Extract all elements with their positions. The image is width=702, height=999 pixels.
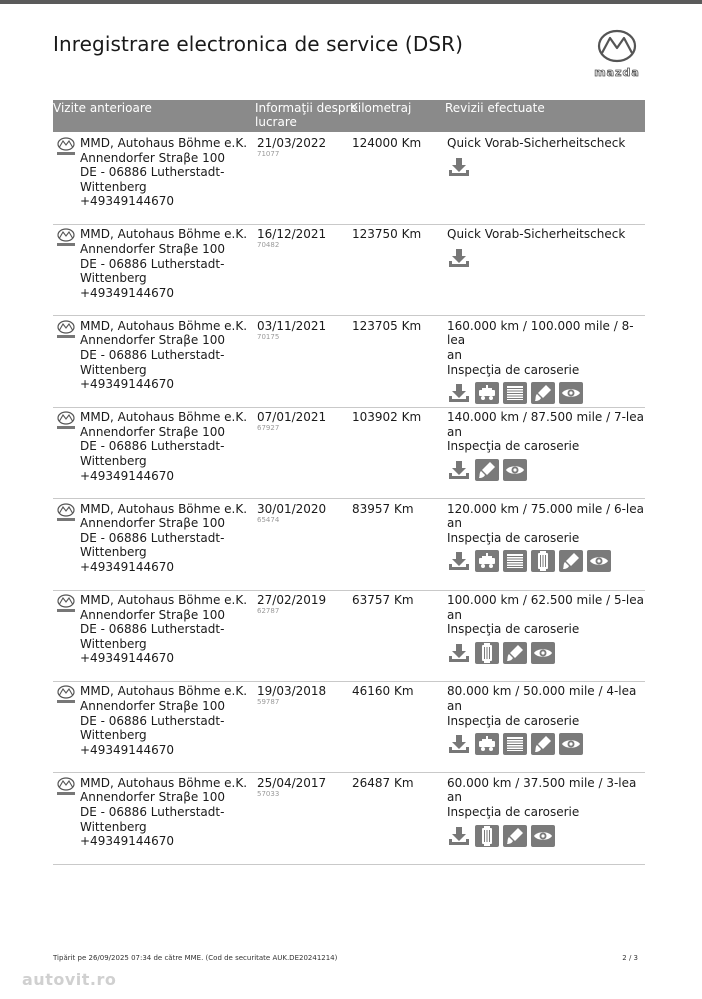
revisions-cell <box>447 776 645 847</box>
air-filter-icon <box>503 733 527 755</box>
dealer-city2: Wittenberg <box>80 636 147 651</box>
dealer-address <box>80 502 247 575</box>
visit-mileage: 124000 Km <box>352 136 422 150</box>
dealer-street: Annendorfer Straβe 100 <box>80 698 226 713</box>
revision-line: an <box>447 347 462 362</box>
revision-line: 60.000 km / 37.500 mile / 3-lea an <box>447 775 637 805</box>
revision-line: Inspecţia de caroserie <box>447 362 580 377</box>
air-filter-icon <box>503 550 527 572</box>
dealer-city2: Wittenberg <box>80 453 147 468</box>
dealer-address <box>80 684 247 757</box>
visit-date: 30/01/2020 <box>257 501 327 516</box>
revisions-cell <box>447 410 645 481</box>
download-icon[interactable] <box>447 156 471 178</box>
revision-line: Inspecţia de caroserie <box>447 804 580 819</box>
table-row <box>53 590 645 682</box>
table-row <box>53 224 645 316</box>
download-icon[interactable] <box>447 733 471 755</box>
page-title: Inregistrare electronica de service (DSR) <box>53 32 464 56</box>
dealer-name: MMD, Autohaus Böhme e.K. <box>80 136 248 150</box>
dealer-mazda-icon <box>55 594 77 614</box>
revision-line: 140.000 km / 87.500 mile / 7-lea <box>447 410 644 425</box>
revision-icons <box>447 642 645 664</box>
dealer-street: Annendorfer Straβe 100 <box>80 607 226 622</box>
brand-wordmark: mazda <box>594 66 640 79</box>
dealer-city1: DE - 06886 Lutherstadt- <box>80 530 225 545</box>
revision-line: 160.000 km / 100.000 mile / 8-lea <box>447 318 634 348</box>
dealer-address <box>80 136 247 209</box>
dealer-address <box>80 410 247 483</box>
revisions-cell <box>447 593 645 664</box>
col-work-info-line2: lucrare <box>255 115 297 129</box>
paint-brush-icon <box>531 382 555 404</box>
dealer-city1: DE - 06886 Lutherstadt- <box>80 256 225 271</box>
visit-mileage: 26487 Km <box>352 775 414 790</box>
visit-mileage: 83957 Km <box>352 501 414 516</box>
dealer-address <box>80 593 247 666</box>
table-row <box>53 316 645 408</box>
revisions-cell <box>447 227 645 269</box>
download-icon[interactable] <box>447 550 471 572</box>
revision-icons <box>447 382 645 404</box>
dealer-city2: Wittenberg <box>80 362 147 377</box>
dealer-phone: +49349144670 <box>80 194 175 209</box>
dealer-name: MMD, Autohaus Böhme e.K. <box>80 501 248 516</box>
revision-line: Quick Vorab-Sicherheitscheck <box>447 227 626 242</box>
dealer-city1: DE - 06886 Lutherstadt- <box>80 439 225 454</box>
dealer-street: Annendorfer Straβe 100 <box>80 424 226 439</box>
revision-icons <box>447 550 645 572</box>
revision-line: an <box>447 516 462 531</box>
work-order-number: 70175 <box>257 332 280 341</box>
dealer-address <box>80 319 247 392</box>
visit-mileage: 63757 Km <box>352 593 414 607</box>
work-order-number: 57033 <box>257 789 280 798</box>
revision-line: 120.000 km / 75.000 mile / 6-lea <box>447 501 644 516</box>
col-previous-visits: Vizite anterioare <box>53 101 152 115</box>
revisions-cell <box>447 684 645 755</box>
table-row <box>53 133 645 225</box>
dealer-mazda-icon <box>55 137 77 157</box>
dealer-street: Annendorfer Straβe 100 <box>80 516 226 531</box>
fuel-filter-icon <box>531 550 555 572</box>
paint-brush-icon <box>503 825 527 847</box>
dealer-street: Annendorfer Straβe 100 <box>80 241 226 256</box>
paint-brush-icon <box>559 550 583 572</box>
dealer-name: MMD, Autohaus Böhme e.K. <box>80 227 248 242</box>
visit-date: 16/12/2021 <box>257 227 327 242</box>
visit-date: 03/11/2021 <box>257 318 327 333</box>
table-row <box>53 681 645 773</box>
revision-line: an <box>447 607 462 622</box>
download-icon[interactable] <box>447 247 471 269</box>
dealer-phone: +49349144670 <box>80 834 175 849</box>
car-lift-icon <box>475 733 499 755</box>
dealer-mazda-icon <box>55 503 77 523</box>
revisions-cell <box>447 319 645 404</box>
dealer-phone: +49349144670 <box>80 559 175 574</box>
print-footer: Tipărit pe 26/09/2025 07:34 de către MME. (Cod de securitate AUK.DE20241214) <box>53 954 338 962</box>
revision-line: Quick Vorab-Sicherheitscheck <box>447 136 626 150</box>
dealer-city2: Wittenberg <box>80 819 147 834</box>
col-work-info-line1: Informaţii despre <box>255 101 358 115</box>
visit-mileage: 123705 Km <box>352 318 422 333</box>
dealer-mazda-icon <box>55 320 77 340</box>
revision-icons <box>447 156 645 178</box>
dealer-city1: DE - 06886 Lutherstadt- <box>80 165 225 180</box>
dealer-name: MMD, Autohaus Böhme e.K. <box>80 318 248 333</box>
dealer-name: MMD, Autohaus Böhme e.K. <box>80 593 248 607</box>
visit-date: 19/03/2018 <box>257 684 327 699</box>
dealer-phone: +49349144670 <box>80 651 175 666</box>
car-lift-icon <box>475 550 499 572</box>
dealer-phone: +49349144670 <box>80 377 175 392</box>
dealer-city1: DE - 06886 Lutherstadt- <box>80 804 225 819</box>
dealer-mazda-icon <box>55 777 77 797</box>
dealer-city2: Wittenberg <box>80 728 147 743</box>
dealer-city2: Wittenberg <box>80 545 147 560</box>
visit-mileage: 123750 Km <box>352 227 422 242</box>
fuel-filter-icon <box>475 642 499 664</box>
col-work-info <box>255 101 358 129</box>
dealer-street: Annendorfer Straβe 100 <box>80 333 226 348</box>
revision-icons <box>447 733 645 755</box>
fuel-filter-icon <box>475 825 499 847</box>
download-icon[interactable] <box>447 459 471 481</box>
revision-line: Inspecţia de caroserie <box>447 439 580 454</box>
eye-icon <box>559 382 583 404</box>
paint-brush-icon <box>503 642 527 664</box>
dealer-phone: +49349144670 <box>80 742 175 757</box>
table-header <box>53 100 645 132</box>
dealer-street: Annendorfer Straβe 100 <box>80 790 226 805</box>
revision-line: an <box>447 424 462 439</box>
table-row <box>53 773 645 865</box>
dealer-city2: Wittenberg <box>80 271 147 286</box>
table-row <box>53 499 645 591</box>
dealer-city1: DE - 06886 Lutherstadt- <box>80 622 225 637</box>
work-order-number: 70482 <box>257 241 280 250</box>
revisions-cell <box>447 136 645 178</box>
table-row <box>53 407 645 499</box>
revision-line: Inspecţia de caroserie <box>447 530 580 545</box>
visit-mileage: 103902 Km <box>352 410 422 425</box>
dealer-name: MMD, Autohaus Böhme e.K. <box>80 410 248 425</box>
revision-line: Inspecţia de caroserie <box>447 622 580 637</box>
air-filter-icon <box>503 382 527 404</box>
work-order-number: 67927 <box>257 424 280 433</box>
revision-icons <box>447 825 645 847</box>
col-revisions: Revizii efectuate <box>445 101 545 115</box>
download-icon[interactable] <box>447 382 471 404</box>
eye-icon <box>503 459 527 481</box>
dealer-city1: DE - 06886 Lutherstadt- <box>80 713 225 728</box>
dealer-street: Annendorfer Straβe 100 <box>80 150 226 165</box>
revision-line: 100.000 km / 62.500 mile / 5-lea <box>447 593 644 607</box>
dealer-city1: DE - 06886 Lutherstadt- <box>80 347 225 362</box>
watermark: autovit.ro <box>22 970 117 989</box>
download-icon[interactable] <box>447 642 471 664</box>
work-order-number: 71077 <box>257 150 280 158</box>
eye-icon <box>587 550 611 572</box>
revision-line: 80.000 km / 50.000 mile / 4-lea an <box>447 684 637 713</box>
revision-icons <box>447 459 645 481</box>
dealer-address <box>80 227 247 300</box>
dealer-phone: +49349144670 <box>80 468 175 483</box>
car-lift-icon <box>475 382 499 404</box>
download-icon[interactable] <box>447 825 471 847</box>
paint-brush-icon <box>531 733 555 755</box>
revisions-cell <box>447 502 645 573</box>
work-order-number: 59787 <box>257 698 280 707</box>
eye-icon <box>531 642 555 664</box>
top-border <box>0 0 702 4</box>
revision-line: Inspecţia de caroserie <box>447 713 580 728</box>
visit-date: 21/03/2022 <box>257 136 327 150</box>
eye-icon <box>531 825 555 847</box>
dealer-mazda-icon <box>55 685 77 705</box>
mazda-logo <box>588 28 646 80</box>
visit-date: 27/02/2019 <box>257 593 327 607</box>
dealer-name: MMD, Autohaus Böhme e.K. <box>80 684 248 699</box>
work-order-number: 65474 <box>257 515 280 524</box>
dealer-mazda-icon <box>55 228 77 248</box>
visit-date: 25/04/2017 <box>257 775 327 790</box>
dealer-mazda-icon <box>55 411 77 431</box>
visit-date: 07/01/2021 <box>257 410 327 425</box>
work-order-number: 62787 <box>257 607 280 615</box>
dealer-city2: Wittenberg <box>80 179 147 194</box>
revision-icons <box>447 247 645 269</box>
paint-brush-icon <box>475 459 499 481</box>
visit-mileage: 46160 Km <box>352 684 414 699</box>
dealer-phone: +49349144670 <box>80 285 175 300</box>
col-mileage: Kilometraj <box>350 101 412 115</box>
eye-icon <box>559 733 583 755</box>
dealer-name: MMD, Autohaus Böhme e.K. <box>80 775 248 790</box>
page-number: 2 / 3 <box>622 954 638 962</box>
dealer-address <box>80 776 247 849</box>
